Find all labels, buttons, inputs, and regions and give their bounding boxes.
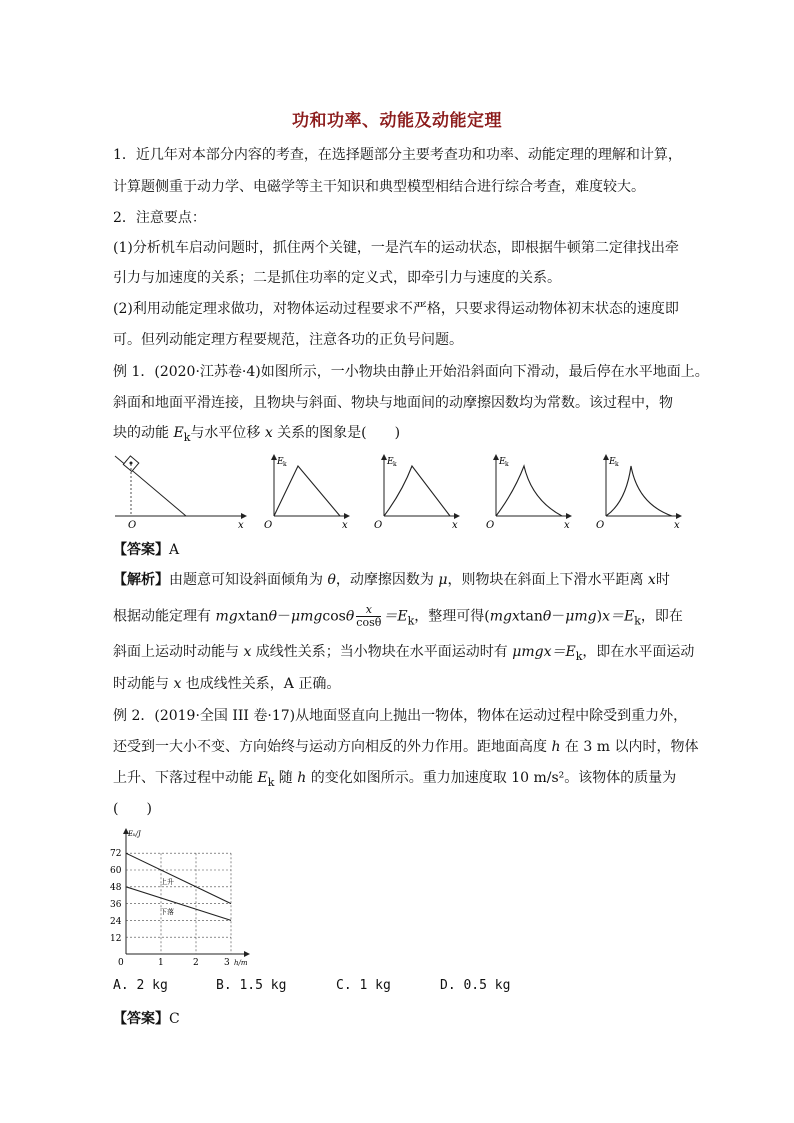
- ytick-36: 36: [110, 900, 122, 910]
- example-1-line-3: 块的动能 $E_k$与水平位移 x 关系的图象是( ): [113, 425, 401, 444]
- option-b-graph: [372, 452, 464, 532]
- intro-paragraph-1-line-1: 1．近几年对本部分内容的考查，在选择题部分主要考查功和功率、动能定理的理解和计算，: [113, 147, 682, 163]
- option-c-origin: O: [486, 520, 495, 531]
- label-down: 下落: [160, 908, 174, 916]
- option-a-graph: [262, 452, 354, 532]
- example-2-line-3: 上升、下落过程中动能 $E_k$ 随 h 的变化如图所示。重力加速度取 10 m/s²。该物体的质量为: [113, 770, 677, 789]
- option-b-origin: O: [374, 520, 383, 531]
- example-1-line-1: 例 1．(2020·江苏卷·4)如图所示，一小物块由静止开始沿斜面向下滑动，最后停在水平地面上。: [113, 364, 709, 380]
- option-a-x: x: [342, 520, 348, 531]
- ytick-24: 24: [110, 917, 122, 927]
- option-c-x: x: [564, 520, 570, 531]
- option-d-ek-sub: k: [615, 461, 619, 468]
- incline-diagram: [110, 452, 250, 532]
- x-axis-label: h/m: [234, 959, 248, 967]
- option-d-graph: [594, 452, 686, 532]
- option-b-ek-label: E: [387, 457, 394, 467]
- page-title: 功和功率、动能及动能定理: [292, 111, 502, 131]
- example-1-answer: 【答案】A: [113, 542, 180, 558]
- option-d-ek-label: E: [609, 457, 616, 467]
- y-axis-label: Eₖ/J: [128, 830, 141, 838]
- option-a-ek-sub: k: [283, 461, 287, 468]
- example-1-analysis-line-3: 斜面上运动时动能与 x 成线性关系；当小物块在水平面运动时有 $\mu mgx=E_k$，即在水平面运动: [113, 644, 695, 663]
- key-point-2-line-1: (2)利用动能定理求做功，对物体运动过程要求不严格，只要求得运动物体初末状态的速度即: [113, 301, 679, 317]
- xtick-3: 3: [224, 958, 230, 968]
- ek-vs-h-graph: [108, 826, 258, 970]
- option-c-graph: [484, 452, 576, 532]
- option-b-ek-sub: k: [393, 461, 397, 468]
- example-1-analysis-line-4: 时动能与 x 也成线性关系，A 正确。: [113, 676, 341, 692]
- option-c-ek-label: E: [499, 457, 506, 467]
- key-point-1-line-2: 引力与加速度的关系；二是抓住功率的定义式，即牵引力与速度的关系。: [113, 270, 561, 286]
- option-c: C. 1 kg: [336, 978, 391, 993]
- descending-line: [126, 853, 231, 903]
- example-2-line-1: 例 2．(2019·全国 III 卷·17)从地面竖直向上抛出一物体，物体在运动过程中除受到重力外，: [113, 708, 688, 724]
- ytick-60: 60: [110, 866, 122, 876]
- key-point-1-line-1: (1)分析机车启动问题时，抓住两个关键，一是汽车的运动状态，即根据牛顿第二定律找出牵: [113, 240, 679, 256]
- example-1-analysis-line-1: 【解析】由题意可知设斜面倾角为 θ，动摩擦因数为 μ，则物块在斜面上下滑水平距离 x时: [113, 572, 670, 588]
- example-2-line-4: ( ): [113, 801, 152, 817]
- key-point-2-line-2: 可。但列动能定理方程要规范，注意各功的正负号问题。: [113, 332, 463, 348]
- origin-label: 0: [118, 958, 124, 968]
- example-1-line-2: 斜面和地面平滑连接，且物块与斜面、物块与地面间的动摩擦因数均为常数。该过程中，物: [113, 395, 673, 411]
- example-1-analysis-line-2: 根据动能定理有 mgxtanθ－μmgcosθ $\frac{x}{\cos\theta}$ $=E_k$，整理可得$(mgxtan\theta-\mu mg)x=E_k$，即在: [113, 603, 683, 629]
- ytick-48: 48: [110, 883, 122, 893]
- option-d-x: x: [674, 520, 680, 531]
- example-2-answer: 【答案】C: [113, 1011, 180, 1027]
- example-2-line-2: 还受到一大小不变、方向始终与运动方向相反的外力作用。距地面高度 h 在 3 m 以内时，物体: [113, 739, 699, 755]
- option-a-origin: O: [264, 520, 273, 531]
- incline-x-label: x: [238, 520, 244, 531]
- option-b-x: x: [452, 520, 458, 531]
- option-d: D. 0.5 kg: [440, 978, 511, 993]
- option-a: A. 2 kg: [113, 978, 168, 993]
- option-c-ek-sub: k: [505, 461, 509, 468]
- option-d-origin: O: [596, 520, 605, 531]
- option-b: B. 1.5 kg: [216, 978, 287, 993]
- xtick-1: 1: [158, 958, 164, 968]
- label-up: 上升: [160, 878, 174, 886]
- xtick-2: 2: [193, 958, 199, 968]
- ytick-12: 12: [110, 934, 122, 944]
- intro-paragraph-1-line-2: 计算题侧重于动力学、电磁学等主干知识和典型模型相结合进行综合考查，难度较大。: [113, 179, 645, 195]
- option-a-ek-label: E: [277, 457, 284, 467]
- intro-heading-key-points: 2．注意要点：: [113, 210, 206, 226]
- ytick-72: 72: [110, 849, 122, 859]
- incline-origin-label: O: [128, 520, 137, 531]
